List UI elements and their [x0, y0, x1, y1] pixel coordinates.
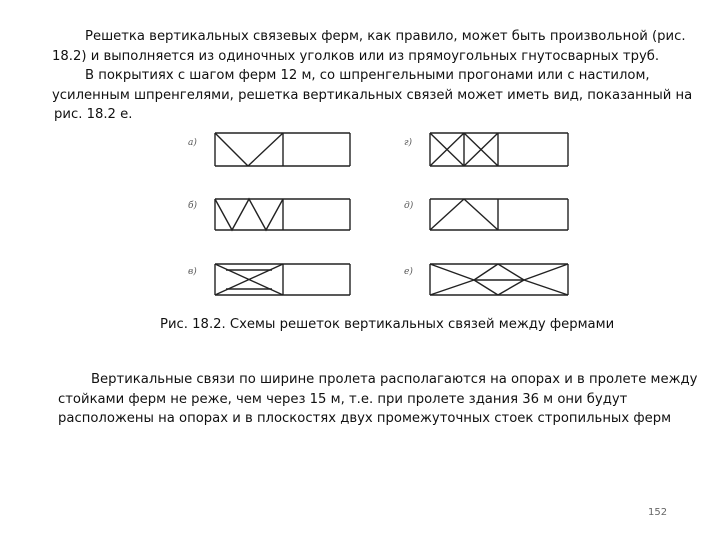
scheme-b	[215, 199, 350, 230]
scheme-e	[430, 199, 568, 230]
label-f: е)	[404, 267, 413, 277]
figure-caption: Рис. 18.2. Схемы решеток вертикальных связей между фермами	[160, 317, 615, 332]
scheme-c	[215, 264, 350, 295]
scheme-a	[215, 133, 350, 166]
label-a: а)	[188, 138, 197, 148]
page-number: 152	[648, 507, 668, 518]
paragraph-2-end: рис. 18.2 е.	[54, 107, 133, 122]
paragraph-2: В покрытиях с шагом ферм 12 м, со шпренгельными прогонами или с настилом, усиленным шпренгелями, решетка вертикальных связей может иметь вид, показанный на	[52, 68, 693, 103]
label-c: в)	[188, 267, 197, 277]
label-d: г)	[404, 138, 413, 148]
paragraph-1: Решетка вертикальных связевых ферм, как правило, может быть произвольной (рис. 18.2) и выполняется из одиночных уголков или из прямоугольных гнутосварных труб.	[52, 29, 686, 64]
label-e: д)	[404, 201, 414, 211]
label-b: б)	[188, 201, 198, 211]
paragraph-3: Вертикальные связи по ширине пролета располагаются на опорах и в пролете между стойками ферм не реже, чем через 15 м, т.е. при пролете здания 36 м они будут расположены на опорах и в плоскостях двух промежуточных стоек стропильных ферм	[58, 372, 698, 426]
scheme-f	[430, 264, 568, 295]
scheme-d	[430, 133, 568, 166]
